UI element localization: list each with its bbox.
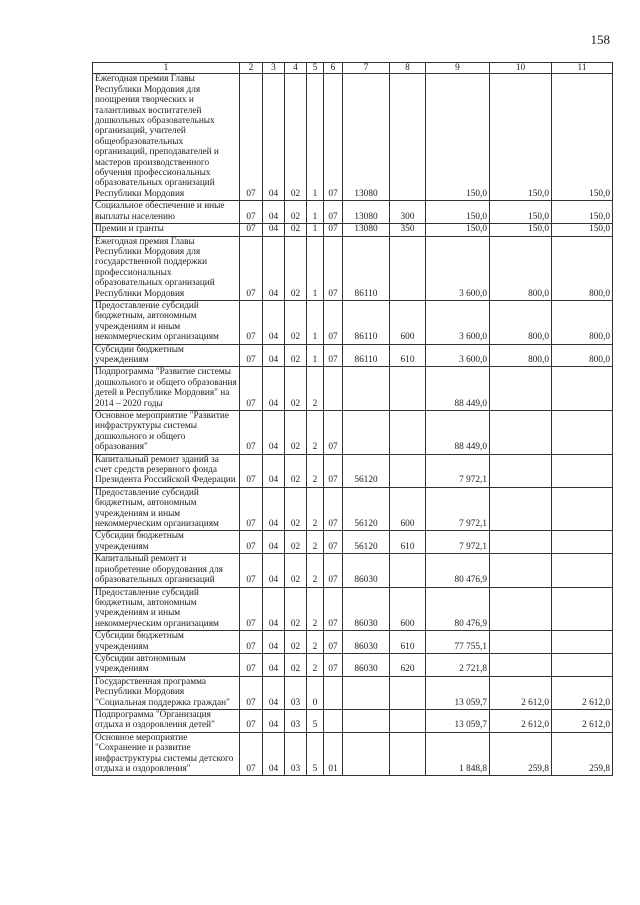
cell-code-6: 07 <box>324 300 343 344</box>
cell-amount-10 <box>490 554 552 587</box>
table-row <box>93 709 613 732</box>
table-row <box>93 300 613 344</box>
cell-code-4: 02 <box>285 344 307 367</box>
cell-row-name: Субсидии бюджетным учреждениям <box>93 344 240 367</box>
cell-code-4: 02 <box>285 411 307 455</box>
cell-code-2: 07 <box>240 732 263 776</box>
cell-code-3: 04 <box>263 224 285 236</box>
cell-code-7: 56120 <box>343 487 390 531</box>
cell-code-3: 04 <box>263 732 285 776</box>
column-header: 11 <box>552 63 613 74</box>
cell-amount-9: 13 059,7 <box>426 709 490 732</box>
cell-code-2: 07 <box>240 487 263 531</box>
cell-code-5: 5 <box>307 709 324 732</box>
cell-amount-9: 7 972,1 <box>426 531 490 554</box>
cell-code-2: 07 <box>240 344 263 367</box>
cell-code-8: 350 <box>390 224 426 236</box>
cell-code-8 <box>390 732 426 776</box>
cell-amount-9: 3 600,0 <box>426 236 490 300</box>
cell-code-2: 07 <box>240 236 263 300</box>
cell-code-8: 600 <box>390 487 426 531</box>
cell-code-4: 02 <box>285 487 307 531</box>
cell-row-name: Государственная программа Республики Мордовия "Социальная поддержка граждан" <box>93 676 240 709</box>
cell-amount-9: 3 600,0 <box>426 344 490 367</box>
cell-code-4: 02 <box>285 554 307 587</box>
table-row <box>93 653 613 676</box>
cell-amount-11: 259,8 <box>552 732 613 776</box>
cell-code-3: 04 <box>263 344 285 367</box>
cell-code-7: 13080 <box>343 224 390 236</box>
cell-code-6: 07 <box>324 531 343 554</box>
cell-code-8: 600 <box>390 300 426 344</box>
table-row <box>93 236 613 300</box>
cell-amount-11 <box>552 554 613 587</box>
cell-code-6: 07 <box>324 224 343 236</box>
cell-code-8 <box>390 236 426 300</box>
table-row <box>93 344 613 367</box>
cell-row-name: Основное мероприятие "Развитие инфраструктуры системы дошкольного и общего образования" <box>93 411 240 455</box>
cell-amount-10: 800,0 <box>490 300 552 344</box>
cell-amount-10: 150,0 <box>490 224 552 236</box>
cell-code-2: 07 <box>240 411 263 455</box>
cell-code-5: 0 <box>307 676 324 709</box>
cell-code-2: 07 <box>240 224 263 236</box>
cell-code-7: 13080 <box>343 201 390 224</box>
cell-code-3: 04 <box>263 411 285 455</box>
cell-amount-11 <box>552 531 613 554</box>
cell-amount-9: 80 476,9 <box>426 587 490 631</box>
cell-amount-9: 2 721,8 <box>426 653 490 676</box>
cell-row-name: Субсидии бюджетным учреждениям <box>93 531 240 554</box>
cell-code-5: 2 <box>307 554 324 587</box>
cell-amount-9: 7 972,1 <box>426 454 490 487</box>
column-header: 9 <box>426 63 490 74</box>
cell-code-8 <box>390 454 426 487</box>
cell-code-6: 07 <box>324 236 343 300</box>
cell-amount-9: 13 059,7 <box>426 676 490 709</box>
cell-amount-11: 2 612,0 <box>552 676 613 709</box>
cell-code-5: 2 <box>307 631 324 654</box>
column-header: 5 <box>307 63 324 74</box>
cell-amount-9: 1 848,8 <box>426 732 490 776</box>
cell-code-4: 03 <box>285 709 307 732</box>
cell-code-2: 07 <box>240 367 263 411</box>
cell-code-5: 1 <box>307 236 324 300</box>
cell-amount-10 <box>490 454 552 487</box>
cell-code-8 <box>390 554 426 587</box>
cell-code-6: 07 <box>324 631 343 654</box>
column-header: 8 <box>390 63 426 74</box>
cell-amount-11 <box>552 631 613 654</box>
cell-amount-10 <box>490 631 552 654</box>
cell-code-3: 04 <box>263 676 285 709</box>
cell-code-3: 04 <box>263 201 285 224</box>
cell-code-6: 07 <box>324 74 343 201</box>
cell-amount-10 <box>490 587 552 631</box>
cell-code-8 <box>390 74 426 201</box>
cell-code-4: 02 <box>285 653 307 676</box>
cell-amount-11 <box>552 411 613 455</box>
cell-amount-11: 2 612,0 <box>552 709 613 732</box>
cell-row-name: Капитальный ремонт и приобретение оборудования для образовательных организаций <box>93 554 240 587</box>
cell-code-4: 02 <box>285 236 307 300</box>
cell-code-4: 02 <box>285 300 307 344</box>
table-row <box>93 224 613 236</box>
table-row <box>93 367 613 411</box>
table-row <box>93 676 613 709</box>
cell-amount-9: 150,0 <box>426 224 490 236</box>
cell-code-5: 2 <box>307 487 324 531</box>
cell-code-5: 1 <box>307 74 324 201</box>
cell-amount-11 <box>552 653 613 676</box>
cell-code-6 <box>324 676 343 709</box>
cell-code-8 <box>390 411 426 455</box>
table-row <box>93 732 613 776</box>
cell-code-5: 2 <box>307 411 324 455</box>
cell-code-7: 86110 <box>343 300 390 344</box>
cell-amount-11: 800,0 <box>552 300 613 344</box>
cell-amount-10: 150,0 <box>490 74 552 201</box>
cell-code-5: 1 <box>307 344 324 367</box>
cell-code-7: 86030 <box>343 554 390 587</box>
cell-code-2: 07 <box>240 454 263 487</box>
cell-row-name: Субсидии бюджетным учреждениям <box>93 631 240 654</box>
cell-amount-11 <box>552 454 613 487</box>
cell-amount-9: 3 600,0 <box>426 300 490 344</box>
cell-code-2: 07 <box>240 201 263 224</box>
cell-code-8 <box>390 709 426 732</box>
cell-code-3: 04 <box>263 653 285 676</box>
cell-amount-9: 77 755,1 <box>426 631 490 654</box>
cell-code-3: 04 <box>263 367 285 411</box>
table-row <box>93 587 613 631</box>
cell-amount-11: 150,0 <box>552 201 613 224</box>
cell-code-7: 86030 <box>343 587 390 631</box>
cell-code-7: 56120 <box>343 531 390 554</box>
cell-code-6: 01 <box>324 732 343 776</box>
cell-code-8: 620 <box>390 653 426 676</box>
cell-amount-9: 150,0 <box>426 201 490 224</box>
budget-table <box>92 62 613 776</box>
cell-code-6: 07 <box>324 587 343 631</box>
cell-code-6 <box>324 367 343 411</box>
cell-row-name: Подпрограмма "Развитие системы дошкольного и общего образования детей в Республике Мордовия" на 2014 – 2020 годы <box>93 367 240 411</box>
cell-code-6: 07 <box>324 344 343 367</box>
cell-amount-10: 2 612,0 <box>490 676 552 709</box>
cell-code-8: 610 <box>390 344 426 367</box>
cell-code-5: 2 <box>307 653 324 676</box>
cell-code-6: 07 <box>324 487 343 531</box>
cell-amount-10: 800,0 <box>490 344 552 367</box>
cell-code-3: 04 <box>263 300 285 344</box>
cell-row-name: Подпрограмма "Организация отдыха и оздоровления детей" <box>93 709 240 732</box>
cell-code-7: 86030 <box>343 631 390 654</box>
table-row <box>93 201 613 224</box>
cell-code-2: 07 <box>240 709 263 732</box>
cell-code-6: 07 <box>324 201 343 224</box>
cell-code-3: 04 <box>263 531 285 554</box>
column-header: 4 <box>285 63 307 74</box>
cell-code-7 <box>343 411 390 455</box>
cell-code-6: 07 <box>324 454 343 487</box>
column-header: 1 <box>93 63 240 74</box>
cell-code-6: 07 <box>324 411 343 455</box>
cell-row-name: Ежегодная премия Главы Республики Мордовия для поощрения творческих и талантливых воспитателей дошкольных образовательных организаций, учителей общеобразовательных организаций, преподавателей и мастеров производственного обучения профессиональных образовательных организаций Республики Мордовия <box>93 74 240 201</box>
cell-code-5: 2 <box>307 454 324 487</box>
cell-amount-11: 150,0 <box>552 224 613 236</box>
cell-amount-11: 150,0 <box>552 74 613 201</box>
cell-code-4: 02 <box>285 367 307 411</box>
cell-amount-10 <box>490 411 552 455</box>
table-body <box>93 74 613 776</box>
cell-row-name: Предоставление субсидий бюджетным, автономным учреждениям и иным некоммерческим организациям <box>93 487 240 531</box>
cell-code-4: 02 <box>285 587 307 631</box>
cell-code-5: 2 <box>307 531 324 554</box>
cell-code-5: 5 <box>307 732 324 776</box>
cell-code-7 <box>343 732 390 776</box>
cell-code-3: 04 <box>263 236 285 300</box>
table-header-row <box>93 63 613 74</box>
cell-code-3: 04 <box>263 74 285 201</box>
cell-code-7: 13080 <box>343 74 390 201</box>
cell-code-6 <box>324 709 343 732</box>
cell-code-2: 07 <box>240 631 263 654</box>
cell-code-8: 300 <box>390 201 426 224</box>
cell-code-8: 610 <box>390 631 426 654</box>
cell-code-6: 07 <box>324 554 343 587</box>
cell-code-4: 02 <box>285 224 307 236</box>
cell-code-2: 07 <box>240 554 263 587</box>
cell-row-name: Капитальный ремонт зданий за счет средств резервного фонда Президента Российской Федерации <box>93 454 240 487</box>
cell-amount-10 <box>490 531 552 554</box>
cell-code-2: 07 <box>240 676 263 709</box>
cell-code-2: 07 <box>240 300 263 344</box>
table-row <box>93 554 613 587</box>
cell-code-7: 86110 <box>343 236 390 300</box>
cell-row-name: Социальное обеспечение и иные выплаты населению <box>93 201 240 224</box>
cell-code-2: 07 <box>240 653 263 676</box>
cell-code-8 <box>390 676 426 709</box>
cell-code-7 <box>343 709 390 732</box>
cell-amount-9: 150,0 <box>426 74 490 201</box>
cell-code-8 <box>390 367 426 411</box>
cell-row-name: Премии и гранты <box>93 224 240 236</box>
cell-amount-9: 7 972,1 <box>426 487 490 531</box>
table-row <box>93 411 613 455</box>
cell-code-4: 02 <box>285 454 307 487</box>
cell-amount-10 <box>490 653 552 676</box>
cell-row-name: Ежегодная премия Главы Республики Мордовия для государственной поддержки профессиональных образовательных организаций Республики Мордовия <box>93 236 240 300</box>
cell-code-4: 03 <box>285 676 307 709</box>
cell-code-7: 56120 <box>343 454 390 487</box>
cell-row-name: Основное мероприятие "Сохранение и развитие инфраструктуры системы детского отдыха и оздоровления" <box>93 732 240 776</box>
column-header: 7 <box>343 63 390 74</box>
cell-amount-10: 259,8 <box>490 732 552 776</box>
cell-amount-9: 80 476,9 <box>426 554 490 587</box>
cell-code-8: 600 <box>390 587 426 631</box>
cell-code-2: 07 <box>240 587 263 631</box>
cell-code-6: 07 <box>324 653 343 676</box>
table-row <box>93 487 613 531</box>
cell-code-4: 02 <box>285 74 307 201</box>
cell-amount-10: 800,0 <box>490 236 552 300</box>
cell-code-3: 04 <box>263 709 285 732</box>
cell-code-8: 610 <box>390 531 426 554</box>
cell-code-3: 04 <box>263 631 285 654</box>
table-row <box>93 454 613 487</box>
column-header: 6 <box>324 63 343 74</box>
cell-amount-11: 800,0 <box>552 344 613 367</box>
cell-amount-9: 88 449,0 <box>426 367 490 411</box>
cell-code-7 <box>343 676 390 709</box>
cell-code-3: 04 <box>263 487 285 531</box>
cell-code-7: 86110 <box>343 344 390 367</box>
cell-code-4: 02 <box>285 531 307 554</box>
cell-code-4: 02 <box>285 631 307 654</box>
cell-amount-11 <box>552 367 613 411</box>
cell-amount-11 <box>552 487 613 531</box>
cell-amount-9: 88 449,0 <box>426 411 490 455</box>
cell-code-2: 07 <box>240 74 263 201</box>
cell-row-name: Предоставление субсидий бюджетным, автономным учреждениям и иным некоммерческим организациям <box>93 587 240 631</box>
table-row <box>93 631 613 654</box>
cell-code-2: 07 <box>240 531 263 554</box>
cell-code-5: 2 <box>307 587 324 631</box>
cell-amount-11 <box>552 587 613 631</box>
cell-code-4: 02 <box>285 201 307 224</box>
cell-code-5: 1 <box>307 201 324 224</box>
column-header: 3 <box>263 63 285 74</box>
cell-code-4: 03 <box>285 732 307 776</box>
cell-row-name: Предоставление субсидий бюджетным, автономным учреждениям и иным некоммерческим организациям <box>93 300 240 344</box>
cell-amount-10: 2 612,0 <box>490 709 552 732</box>
cell-amount-10: 150,0 <box>490 201 552 224</box>
cell-row-name: Субсидии автономным учреждениям <box>93 653 240 676</box>
column-header: 2 <box>240 63 263 74</box>
cell-code-3: 04 <box>263 554 285 587</box>
column-header: 10 <box>490 63 552 74</box>
cell-amount-10 <box>490 487 552 531</box>
cell-code-5: 1 <box>307 300 324 344</box>
cell-code-3: 04 <box>263 587 285 631</box>
cell-amount-11: 800,0 <box>552 236 613 300</box>
cell-code-3: 04 <box>263 454 285 487</box>
page-number: 158 <box>590 32 610 47</box>
cell-code-7 <box>343 367 390 411</box>
cell-amount-10 <box>490 367 552 411</box>
table-row <box>93 74 613 201</box>
cell-code-7: 86030 <box>343 653 390 676</box>
table-row <box>93 531 613 554</box>
cell-code-5: 2 <box>307 367 324 411</box>
cell-code-5: 1 <box>307 224 324 236</box>
